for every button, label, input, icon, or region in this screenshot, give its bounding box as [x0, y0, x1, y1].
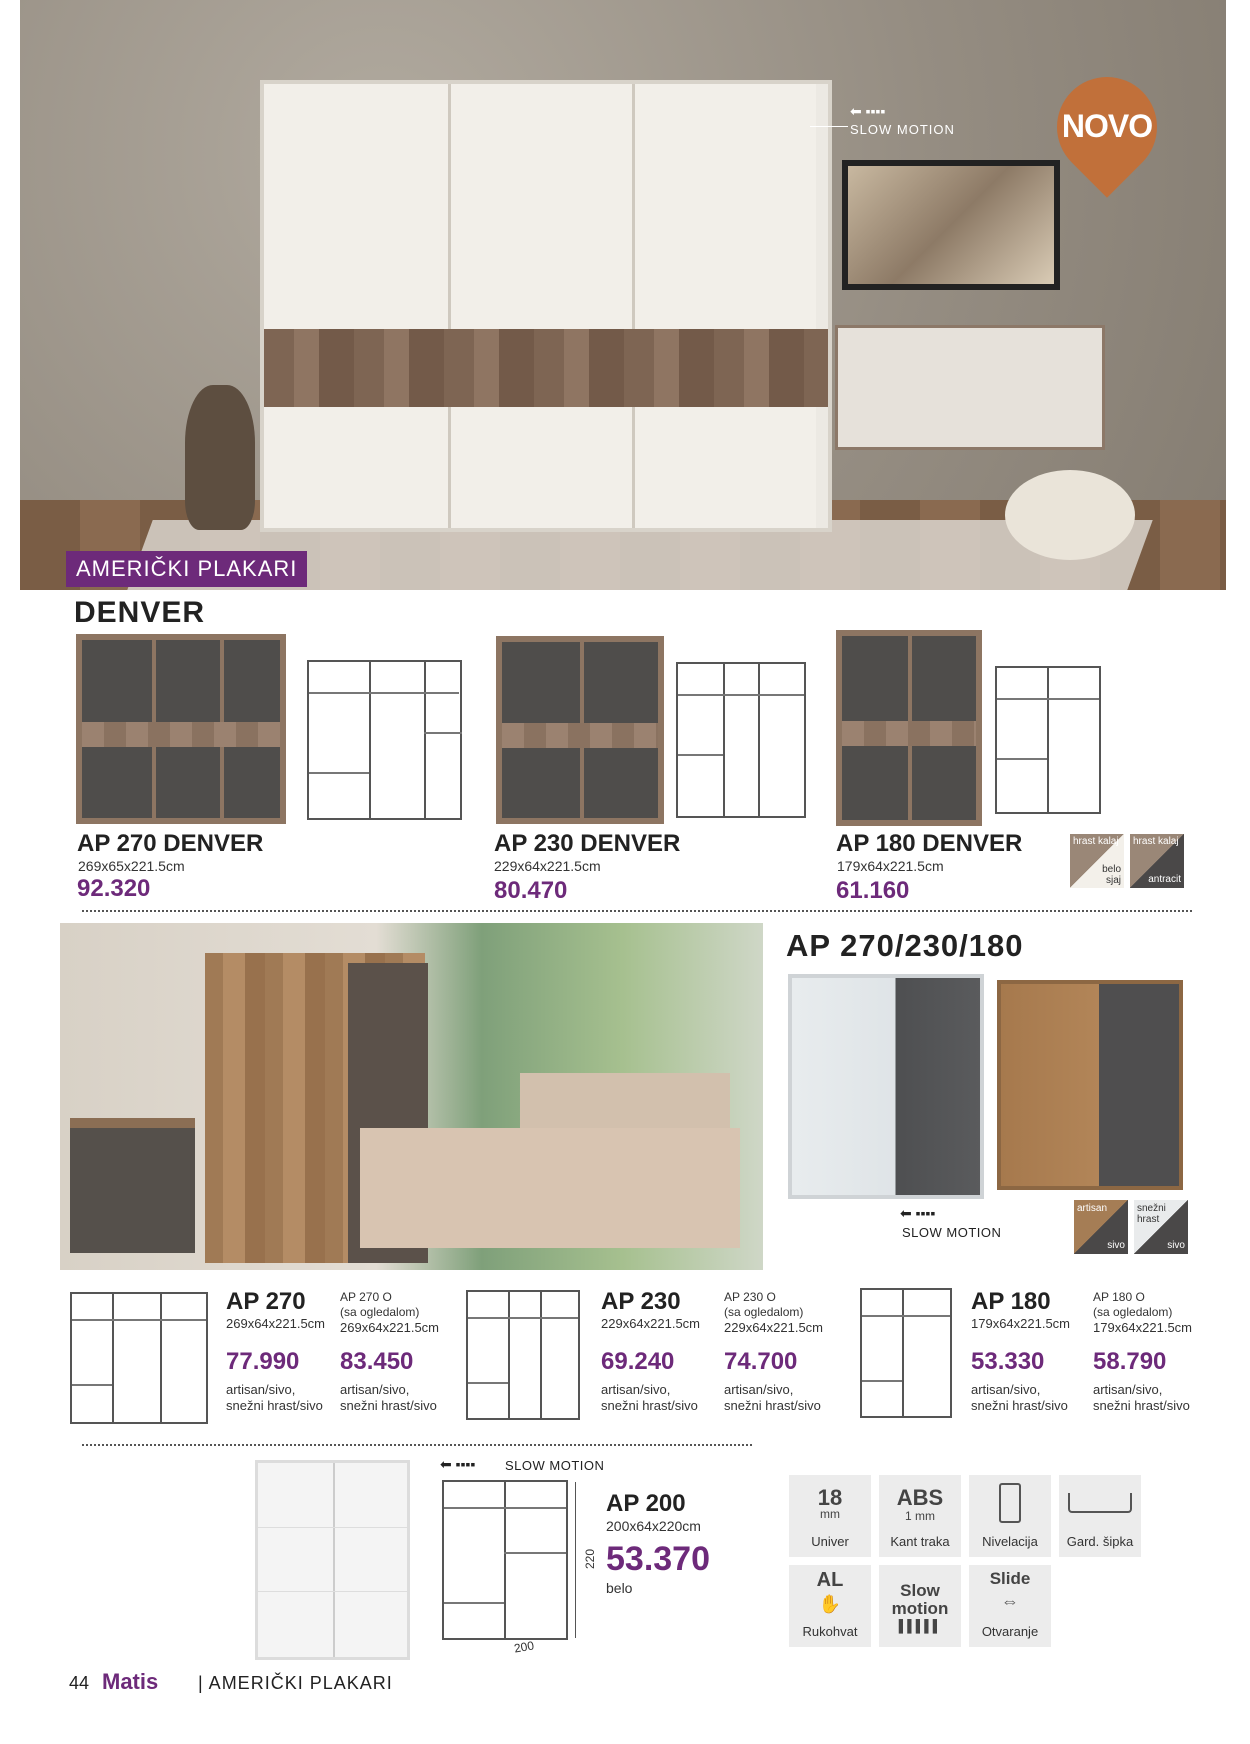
- slow-motion-arrow-icon: ⬅ ▪▪▪▪: [440, 1456, 476, 1472]
- product-o-note: (sa ogledalom): [1093, 1305, 1173, 1319]
- divider: [82, 1444, 752, 1446]
- novo-badge-text: NOVO: [1061, 108, 1153, 144]
- category-tag: AMERIČKI PLAKARI: [66, 551, 307, 587]
- product-dims: 269x64x221.5cm: [226, 1316, 326, 1331]
- product-price: 92.320: [77, 875, 151, 902]
- product-dims: 229x64x221.5cm: [601, 1316, 701, 1331]
- product-name: AP 200: [606, 1490, 686, 1517]
- product-name: AP 180: [971, 1288, 1051, 1315]
- product-finish: belo: [606, 1580, 633, 1596]
- product-name: AP 230: [601, 1288, 681, 1315]
- denver-180-wardrobe-image: [836, 630, 982, 826]
- product-finish: snežni hrast/sivo: [340, 1398, 437, 1413]
- product-o-dims: 179x64x221.5cm: [1093, 1320, 1193, 1335]
- product-name: AP 180 DENVER: [836, 830, 1023, 857]
- footer-category: | AMERIČKI PLAKARI: [198, 1673, 393, 1693]
- artisan-wardrobe-image: [997, 980, 1183, 1190]
- product-name: AP 230 DENVER: [494, 830, 681, 857]
- product-price: 53.330: [971, 1348, 1045, 1375]
- product-finish: snežni hrast/sivo: [971, 1398, 1068, 1413]
- product-o-price: 83.450: [340, 1348, 414, 1375]
- hero-wardrobe: [260, 80, 832, 532]
- color-swatch: hrast kalaj belo sjaj: [1070, 834, 1124, 888]
- product-finish: artisan/sivo,: [724, 1382, 794, 1397]
- bedroom-photo: [60, 923, 763, 1270]
- hero-pouf: [1005, 470, 1135, 560]
- slow-motion-icon: Slow motion ▌▌▌▌▌: [879, 1565, 961, 1647]
- product-price: 80.470: [494, 877, 568, 904]
- product-finish: snežni hrast/sivo: [601, 1398, 698, 1413]
- product-o-name: AP 270 O: [340, 1290, 392, 1304]
- product-finish: artisan/sivo,: [1093, 1382, 1163, 1397]
- color-swatch: artisan sivo: [1074, 1200, 1128, 1254]
- height-dimension-label: 220: [583, 1548, 598, 1570]
- denver-230-wardrobe-image: [496, 636, 664, 824]
- product-finish: artisan/sivo,: [971, 1382, 1041, 1397]
- slow-motion-arrow-icon: ⬅ ▪▪▪▪: [850, 103, 886, 119]
- product-finish: artisan/sivo,: [601, 1382, 671, 1397]
- denver-270-wardrobe-image: [76, 634, 286, 824]
- divider: [82, 910, 1192, 912]
- ap-series-title: AP 270/230/180: [786, 928, 1024, 963]
- product-price: 53.370: [606, 1540, 710, 1578]
- slow-motion-label: SLOW MOTION: [902, 1225, 1002, 1240]
- slow-motion-pointer: [810, 126, 848, 127]
- height-dimension-line: [575, 1482, 576, 1638]
- product-finish: snežni hrast/sivo: [226, 1398, 323, 1413]
- denver-270-interior-sketch: [307, 660, 462, 820]
- brand-logo: Matis: [102, 1669, 159, 1694]
- product-price: 61.160: [836, 877, 910, 904]
- snezni-hrast-wardrobe-image: [788, 974, 984, 1199]
- product-o-price: 58.790: [1093, 1348, 1167, 1375]
- aluminium-handle-icon: AL ✋ Rukohvat: [789, 1565, 871, 1647]
- slide-opening-icon: Slide ⇔ Otvaranje: [969, 1565, 1051, 1647]
- product-price: 77.990: [226, 1348, 300, 1375]
- page-number: 44: [69, 1673, 90, 1693]
- denver-230-interior-sketch: [676, 662, 806, 818]
- abs-edge-band-icon: ABS 1 mm Kant traka: [879, 1475, 961, 1557]
- hero-photo: [20, 0, 1226, 590]
- product-o-name: AP 180 O: [1093, 1290, 1145, 1304]
- product-o-name: AP 230 O: [724, 1290, 776, 1304]
- product-o-price: 74.700: [724, 1348, 798, 1375]
- hanging-rail-icon: Gard. šipka: [1059, 1475, 1141, 1557]
- color-swatch: snežni hrast sivo: [1134, 1200, 1188, 1254]
- wardrobe-door: [264, 84, 448, 528]
- slow-motion-arrow-icon: ⬅ ▪▪▪▪: [900, 1205, 936, 1221]
- product-dims: 229x64x221.5cm: [494, 858, 601, 874]
- color-swatch: hrast kalaj antracit: [1130, 834, 1184, 888]
- product-dims: 179x64x221.5cm: [837, 858, 944, 874]
- univer-18mm-icon: 18 mm Univer: [789, 1475, 871, 1557]
- leveling-icon: Nivelacija: [969, 1475, 1051, 1557]
- product-price: 69.240: [601, 1348, 675, 1375]
- ap-200-wardrobe-image: [255, 1460, 410, 1660]
- ap-270-sketch: [70, 1292, 208, 1424]
- hero-wall-art: [842, 160, 1060, 290]
- denver-180-interior-sketch: [995, 666, 1101, 814]
- ap-200-sketch: [442, 1480, 568, 1640]
- series-title: DENVER: [74, 596, 206, 629]
- wardrobe-wood-band: [264, 329, 828, 407]
- room-chest: [70, 1118, 195, 1253]
- product-o-note: (sa ogledalom): [340, 1305, 420, 1319]
- hero-slow-motion-label: SLOW MOTION: [850, 122, 955, 137]
- product-o-dims: 269x64x221.5cm: [340, 1320, 440, 1335]
- product-finish: artisan/sivo,: [226, 1382, 296, 1397]
- product-name: AP 270: [226, 1288, 306, 1315]
- product-finish: snežni hrast/sivo: [724, 1398, 821, 1413]
- product-dims: 179x64x221.5cm: [971, 1316, 1071, 1331]
- width-dimension-label: 200: [512, 1638, 536, 1656]
- ap-180-sketch: [860, 1288, 952, 1418]
- wardrobe-door: [632, 84, 816, 528]
- ap-230-sketch: [466, 1290, 580, 1420]
- wardrobe-door: [448, 84, 632, 528]
- product-o-dims: 229x64x221.5cm: [724, 1320, 824, 1335]
- product-o-note: (sa ogledalom): [724, 1305, 804, 1319]
- product-finish: artisan/sivo,: [340, 1382, 410, 1397]
- slow-motion-label: SLOW MOTION: [505, 1458, 605, 1473]
- product-dims: 200x64x220cm: [606, 1518, 701, 1534]
- hero-sideboard: [835, 325, 1105, 450]
- product-dims: 269x65x221.5cm: [78, 858, 185, 874]
- room-bed: [360, 1128, 740, 1248]
- hero-vase: [185, 385, 255, 530]
- product-finish: snežni hrast/sivo: [1093, 1398, 1190, 1413]
- product-name: AP 270 DENVER: [77, 830, 264, 857]
